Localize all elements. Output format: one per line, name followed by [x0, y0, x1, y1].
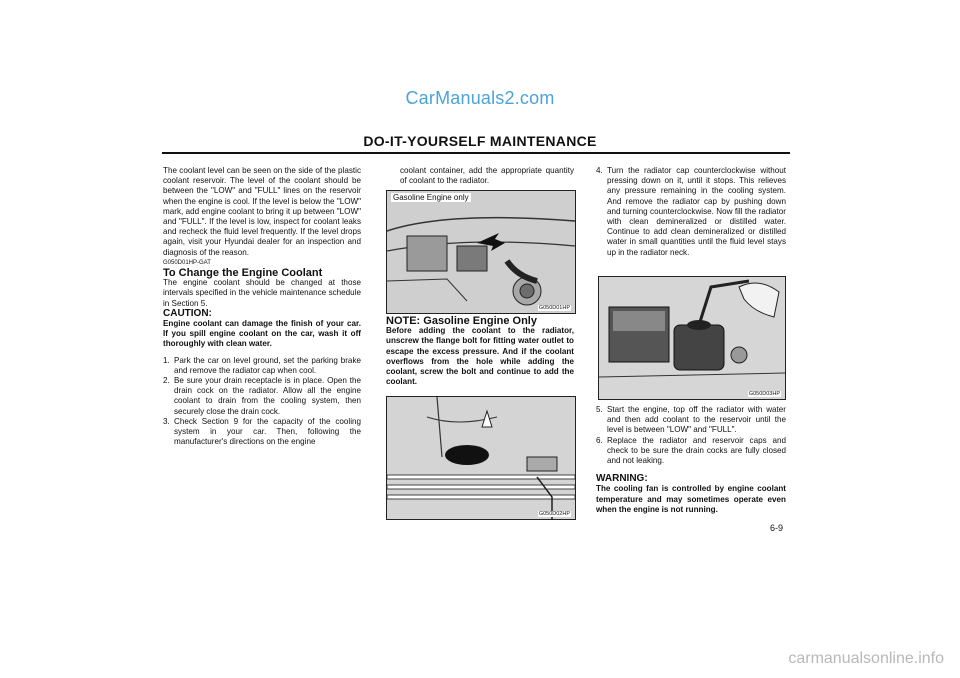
- list-item: 5. Start the engine, top off the radiator with water and then add coolant to the reservoir until the level is between "LOW" and "FULL".: [596, 405, 786, 435]
- steps-list-3b: [596, 405, 786, 466]
- watermark-bottom: carmanualsonline.info: [788, 650, 944, 667]
- column-3-bottom: [596, 405, 786, 515]
- engine-illustration: [387, 191, 575, 313]
- page-header: DO-IT-YOURSELF MAINTENANCE: [363, 133, 597, 149]
- list-item: 6. Replace the radiator and reservoir caps and check to be sure the drain cocks are fully closed and not leaking.: [596, 435, 786, 466]
- figure-code: G050D01HP: [538, 305, 570, 311]
- intro-paragraph: The coolant level can be seen on the side of the plastic coolant reservoir. The level of the coolant should be between the "LOW" and "FULL" lines on the reservoir when the engine is cool. If the level is below the "LOW" mark, add engine coolant to bring it up between "LOW" and "FULL". If the level is low, inspect for coolant leaks and recheck the fluid level frequently. If the level drops again, visit your Hyundai dealer for an inspection and diagnosis of the reason.: [163, 166, 361, 257]
- column-1: [163, 166, 361, 447]
- list-item: 2. Be sure your drain receptacle is in place. Open the drain cock on the radiator. Allow all the engine coolant to drain from the cooling system, then securely close the drain cock.: [163, 376, 361, 416]
- warning-title: WARNING:: [596, 473, 648, 485]
- column-2-note: [386, 316, 574, 387]
- note-title: NOTE: Gasoline Engine Only: [386, 315, 537, 327]
- list-item: 1. Park the car on level ground, set the parking brake and remove the radiator cap when cool.: [163, 355, 361, 375]
- watermark-top: CarManuals2.com: [405, 88, 555, 108]
- figure-code: G050D03HP: [748, 391, 780, 397]
- note-text: Before adding the coolant to the radiator, unscrew the flange bolt for fitting water outlet to escape the excess pressure. And if the coolant overflows from the hole while adding the coolant, screw the bolt and continue to add the coolant.: [386, 326, 574, 387]
- section-body: The engine coolant should be changed at those intervals specified in the vehicle maintenance schedule in Section 5.: [163, 278, 361, 308]
- continuation-text: coolant container, add the appropriate quantity of coolant to the radiator.: [400, 166, 574, 186]
- steps-list-1: [163, 356, 361, 448]
- figure-code: G050D02HP: [538, 511, 570, 517]
- caution-text: Engine coolant can damage the finish of your car. If you spill engine coolant on the car, wash it off thoroughly with clean water.: [163, 319, 361, 349]
- radiator-bolt-illustration: [387, 397, 575, 519]
- section-code: G050D01HP-GAT: [163, 259, 211, 266]
- header-rule: [162, 152, 790, 154]
- column-3-top: [596, 166, 786, 258]
- figure-gasoline-engine: [386, 190, 576, 314]
- list-item: 3. Check Section 9 for the capacity of the cooling system in your car. Then, following the manufacturer's directions on the engine: [163, 416, 361, 447]
- list-item: 4. Turn the radiator cap counterclockwise without pressing down on it, until it stops. This relieves any pressure remaining in the cooling system. And remove the radiator cap by pushing down and turning counterclockwise. Now fill the radiator with clean demineralized or distilled water. Continue to add clean demineralized or distilled water in small quantities until the fluid level stays up in the radiator neck.: [596, 166, 786, 257]
- warning-text: The cooling fan is controlled by engine coolant temperature and may sometimes operate even when the engine is not running.: [596, 484, 786, 514]
- section-heading: To Change the Engine Coolant: [163, 267, 323, 280]
- figure-label: Gasoline Engine only: [393, 193, 469, 202]
- page-number: 6-9: [770, 523, 784, 533]
- column-2-top: [386, 166, 574, 186]
- steps-list-3a: [596, 166, 786, 258]
- caution-title: CAUTION:: [163, 307, 212, 319]
- figure-fill-radiator: [598, 276, 786, 400]
- fill-radiator-illustration: [599, 277, 785, 399]
- figure-radiator-bolt: [386, 396, 576, 520]
